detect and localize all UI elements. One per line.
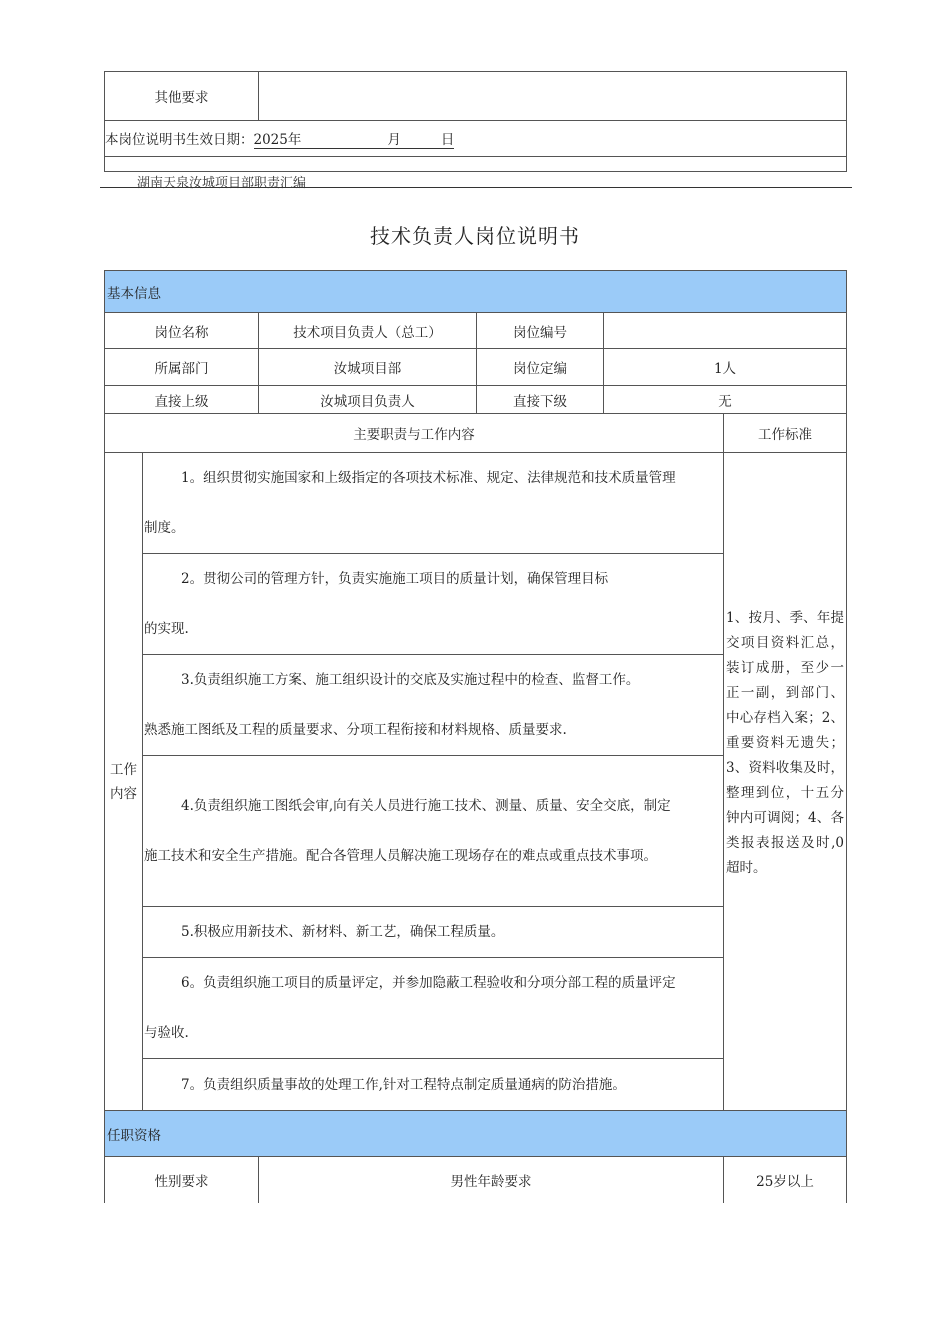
duty-item: 6。负责组织施工项目的质量评定，并参加隐蔽工程验收和分项分部工程的质量评定 与验收. (143, 958, 724, 1059)
duty-item: 7。负责组织质量事故的处理工作,针对工程特点制定质量通病的防治措施。 (143, 1059, 724, 1111)
superior-label: 直接上级 (105, 386, 259, 414)
gender-age-requirement-value: 男性年龄要求 (259, 1157, 724, 1203)
previous-page-table (104, 71, 847, 172)
position-no-label: 岗位编号 (477, 313, 604, 349)
headcount-value: 1人 (604, 349, 847, 386)
effective-date-row (105, 121, 847, 157)
subordinate-value: 无 (604, 386, 847, 414)
position-name-value: 技术项目负责人（总工） (259, 313, 477, 349)
effective-date-day: 日 (440, 132, 455, 148)
position-no-value (604, 313, 847, 349)
department-label: 所属部门 (105, 349, 259, 386)
duties-header: 主要职责与工作内容 (105, 414, 724, 453)
duty-item: 4.负责组织施工图纸会审,向有关人员进行施工技术、测量、质量、安全交底，制定 施工技术和安全生产措施。配合各管理人员解决施工现场存在的难点或重点技术事项。 (143, 756, 724, 907)
other-requirements-label: 其他要求 (105, 72, 259, 121)
other-requirements-value (259, 72, 847, 121)
standard-header: 工作标准 (724, 414, 847, 453)
headcount-label: 岗位定编 (477, 349, 604, 386)
effective-date-month: 月 (387, 132, 401, 148)
subordinate-label: 直接下级 (477, 386, 604, 414)
page-title: 技术负责人岗位说明书 (370, 224, 580, 248)
basic-info-section-header: 基本信息 (105, 271, 847, 313)
work-standard-text: 1、按月、季、年提交项目资料汇总，装订成册，至少一正一副，到部门、中心存档入案；2、重要资料无遗失；3、资料收集及时，整理到位，十五分钟内可调阅；4、各类报表报送及时,0超时。 (724, 453, 847, 1111)
position-name-label: 岗位名称 (105, 313, 259, 349)
page-divider (100, 187, 852, 188)
department-value: 汝城项目部 (259, 349, 477, 386)
gender-requirement-label: 性别要求 (105, 1157, 259, 1203)
job-description-table (104, 270, 847, 1203)
footer-note: 湖南天泉汝城项目部职责汇编 (137, 176, 307, 191)
work-content-side-label: 工作内容 (105, 453, 143, 1111)
empty-row (105, 157, 847, 172)
superior-value: 汝城项目负责人 (259, 386, 477, 414)
effective-date-label: 本岗位说明书生效日期： (105, 132, 254, 148)
duty-item: 3.负责组织施工方案、施工组织设计的交底及实施过程中的检查、监督工作。 熟悉施工图纸及工程的质量要求、分项工程衔接和材料规格、质量要求. (143, 655, 724, 756)
duty-item: 2。贯彻公司的管理方针，负责实施施工项目的质量计划，确保管理目标 的实现. (143, 554, 724, 655)
duty-item: 1。组织贯彻实施国家和上级指定的各项技术标准、规定、法律规范和技术质量管理 制度。 (143, 453, 724, 554)
qualification-section-header: 任职资格 (105, 1111, 847, 1157)
duty-item: 5.积极应用新技术、新材料、新工艺，确保工程质量。 (143, 907, 724, 958)
age-requirement-value: 25岁以上 (724, 1157, 847, 1203)
effective-date-year: 2025年 月 日 (253, 132, 455, 148)
